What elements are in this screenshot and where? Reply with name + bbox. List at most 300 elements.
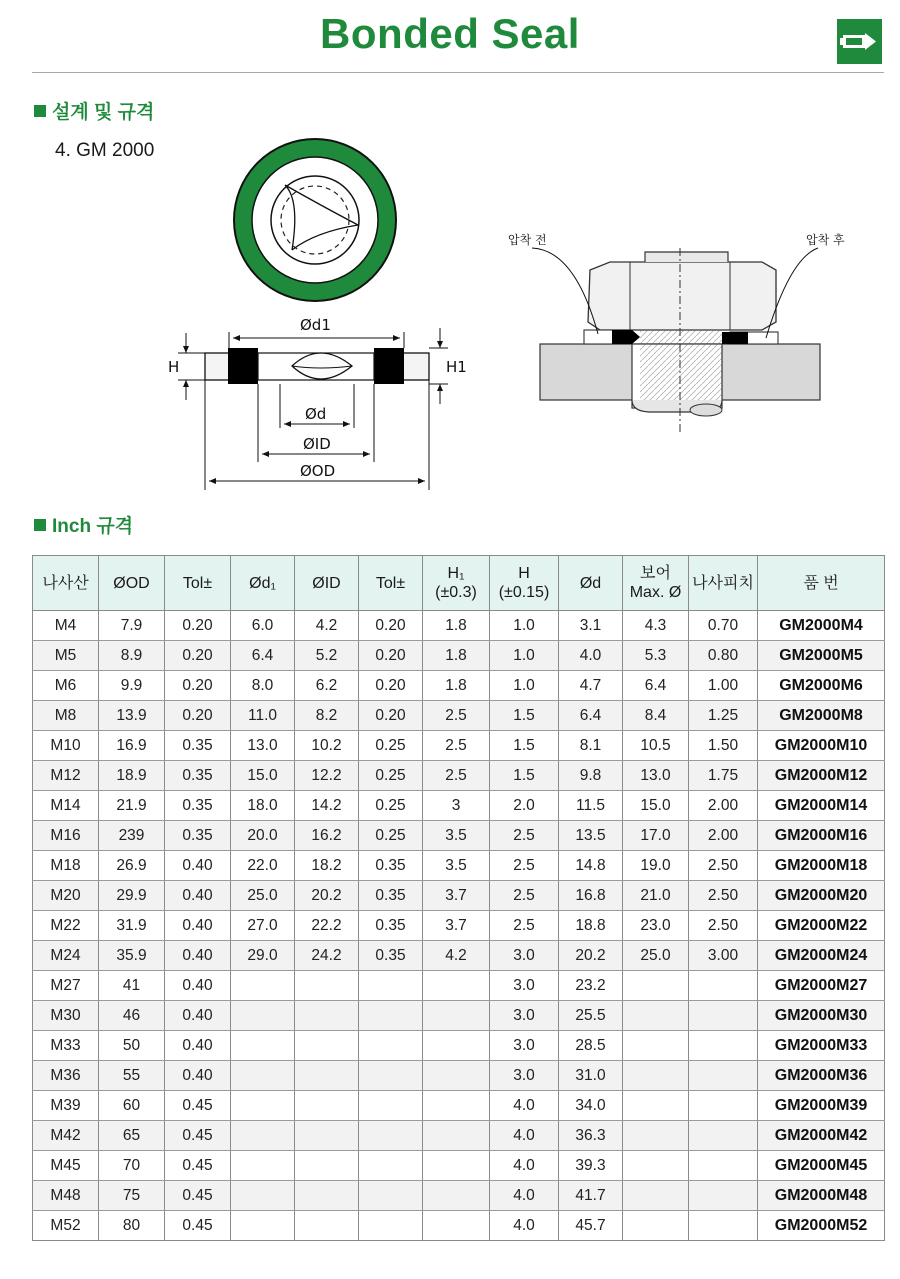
table-cell: 21.0 (623, 881, 689, 911)
table-cell: 1.25 (689, 701, 758, 731)
table-cell: 4.7 (559, 671, 623, 701)
table-cell: 13.0 (623, 761, 689, 791)
section-subtitle: 4. GM 2000 (55, 140, 155, 161)
table-cell: 3.00 (689, 941, 758, 971)
part-number-cell: GM2000M33 (758, 1031, 885, 1061)
table-cell: 3.0 (490, 971, 559, 1001)
table-row (33, 1031, 885, 1061)
table-cell (423, 1031, 490, 1061)
table-cell: M39 (33, 1091, 99, 1121)
table-cell: 31.9 (99, 911, 165, 941)
table-cell: 20.2 (559, 941, 623, 971)
table-cell: 2.50 (689, 911, 758, 941)
column-header-label: H₁ (447, 565, 465, 582)
table-cell: 65 (99, 1121, 165, 1151)
table-cell: 0.35 (359, 911, 423, 941)
table-cell: 6.2 (295, 671, 359, 701)
table-cell: 0.20 (165, 671, 231, 701)
table-row (33, 1091, 885, 1121)
table-row (33, 911, 885, 941)
column-header-label: 품 번 (803, 574, 839, 592)
table-cell: 2.5 (423, 731, 490, 761)
table-cell: 0.45 (165, 1091, 231, 1121)
table-cell: 14.2 (295, 791, 359, 821)
table-row (33, 701, 885, 731)
column-header-label: 보어 (640, 565, 671, 582)
table-cell (231, 1121, 295, 1151)
table-cell: 239 (99, 821, 165, 851)
table-cell: 0.45 (165, 1211, 231, 1241)
table-cell: 18.0 (231, 791, 295, 821)
table-cell: 8.9 (99, 641, 165, 671)
table-cell: 5.2 (295, 641, 359, 671)
page-title: Bonded Seal (320, 10, 580, 57)
table-cell (231, 1181, 295, 1211)
table-cell: 0.35 (359, 851, 423, 881)
table-cell: 60 (99, 1091, 165, 1121)
table-cell: M48 (33, 1181, 99, 1211)
table-row (33, 611, 885, 641)
table-cell: 0.80 (689, 641, 758, 671)
table-cell: 0.35 (359, 881, 423, 911)
table-cell: 0.35 (165, 821, 231, 851)
table-cell (423, 1211, 490, 1241)
table-cell: 0.40 (165, 971, 231, 1001)
table-cell: 0.40 (165, 881, 231, 911)
table-cell: 2.5 (490, 851, 559, 881)
table-cell (689, 971, 758, 1001)
table-cell: 50 (99, 1031, 165, 1061)
d-label: Ød (305, 405, 327, 423)
d1-label: Ød1 (300, 316, 331, 334)
table-cell: 7.9 (99, 611, 165, 641)
table-cell: 0.70 (689, 611, 758, 641)
table-cell: 20.2 (295, 881, 359, 911)
part-number-cell: GM2000M48 (758, 1181, 885, 1211)
table-cell: 3.5 (423, 821, 490, 851)
table-cell: 0.45 (165, 1121, 231, 1151)
table-cell: 0.40 (165, 911, 231, 941)
column-header-sublabel: (±0.15) (498, 584, 550, 601)
table-cell: 1.5 (490, 761, 559, 791)
table-cell: 1.5 (490, 701, 559, 731)
table-cell: 15.0 (623, 791, 689, 821)
table-row (33, 1121, 885, 1151)
table-cell: M33 (33, 1031, 99, 1061)
table-cell (689, 1151, 758, 1181)
table-cell: 16.8 (559, 881, 623, 911)
column-header (295, 556, 359, 611)
part-number-cell: GM2000M16 (758, 821, 885, 851)
table-cell: 27.0 (231, 911, 295, 941)
square-bullet-icon (34, 519, 46, 531)
table-cell: 29.9 (99, 881, 165, 911)
table-cell: 2.5 (490, 911, 559, 941)
table-cell: M12 (33, 761, 99, 791)
column-header (33, 556, 99, 611)
column-header-label: 나사산 (42, 574, 89, 592)
table-cell: 4.0 (490, 1121, 559, 1151)
table-cell (295, 1151, 359, 1181)
table-cell: 0.35 (165, 731, 231, 761)
table-cell: 3.7 (423, 911, 490, 941)
table-cell: M16 (33, 821, 99, 851)
column-header (623, 556, 689, 611)
table-cell (423, 1091, 490, 1121)
table-row (33, 941, 885, 971)
table-cell: 15.0 (231, 761, 295, 791)
table-cell: 3.0 (490, 1061, 559, 1091)
part-number-cell: GM2000M12 (758, 761, 885, 791)
table-cell: 4.0 (490, 1091, 559, 1121)
table-cell: 2.50 (689, 851, 758, 881)
column-header-label: Tol± (375, 574, 406, 592)
column-header (359, 556, 423, 611)
table-cell: 36.3 (559, 1121, 623, 1151)
table-cell: 25.5 (559, 1001, 623, 1031)
table-cell: 2.0 (490, 791, 559, 821)
table-cell: M20 (33, 881, 99, 911)
table-cell: 13.9 (99, 701, 165, 731)
table-cell (423, 1001, 490, 1031)
table-cell (231, 1061, 295, 1091)
table-cell: 0.20 (359, 611, 423, 641)
table-cell (231, 971, 295, 1001)
table-cell: 1.8 (423, 671, 490, 701)
table-cell: 13.5 (559, 821, 623, 851)
column-header-label: 나사피치 (692, 574, 754, 592)
table-cell: 0.45 (165, 1181, 231, 1211)
part-number-cell: GM2000M18 (758, 851, 885, 881)
table-cell: 0.25 (359, 791, 423, 821)
table-cell (359, 1181, 423, 1211)
table-cell: 4.0 (490, 1211, 559, 1241)
table-cell: M18 (33, 851, 99, 881)
table-cell: M36 (33, 1061, 99, 1091)
seal-drawing (0, 0, 900, 500)
table-cell: 46 (99, 1001, 165, 1031)
table-cell: 3 (423, 791, 490, 821)
table-cell (623, 1121, 689, 1151)
table-cell: 0.25 (359, 731, 423, 761)
table-cell: 1.0 (490, 671, 559, 701)
table-cell: 0.25 (359, 821, 423, 851)
seal-cross-section (168, 316, 467, 490)
table-cell (231, 1211, 295, 1241)
table-cell (423, 1151, 490, 1181)
table-cell: M24 (33, 941, 99, 971)
part-number-cell: GM2000M52 (758, 1211, 885, 1241)
id-label: ØID (303, 435, 331, 453)
part-number-cell: GM2000M42 (758, 1121, 885, 1151)
table-cell: 6.4 (559, 701, 623, 731)
table-cell: 6.0 (231, 611, 295, 641)
table-cell: 75 (99, 1181, 165, 1211)
table-cell: 23.0 (623, 911, 689, 941)
table-cell: 0.20 (165, 611, 231, 641)
table-cell (689, 1031, 758, 1061)
table-row (33, 641, 885, 671)
table-cell: M4 (33, 611, 99, 641)
table-cell: 0.40 (165, 851, 231, 881)
part-number-cell: GM2000M4 (758, 611, 885, 641)
table-cell (359, 1091, 423, 1121)
column-header (231, 556, 295, 611)
table-cell: 20.0 (231, 821, 295, 851)
table-cell (231, 1031, 295, 1061)
table-cell: 0.40 (165, 1001, 231, 1031)
table-cell: 22.2 (295, 911, 359, 941)
table-cell: 0.35 (165, 761, 231, 791)
part-number-cell: GM2000M6 (758, 671, 885, 701)
table-cell: 4.0 (490, 1151, 559, 1181)
table-cell: M14 (33, 791, 99, 821)
table-cell: 3.5 (423, 851, 490, 881)
table-cell: 3.0 (490, 941, 559, 971)
table-cell (359, 1031, 423, 1061)
table-cell (295, 1121, 359, 1151)
table-cell: 1.0 (490, 641, 559, 671)
table-cell (295, 1211, 359, 1241)
table-cell (689, 1181, 758, 1211)
table-cell: 12.2 (295, 761, 359, 791)
table-row (33, 1001, 885, 1031)
column-header (689, 556, 758, 611)
table-cell: 2.5 (490, 881, 559, 911)
part-number-cell: GM2000M22 (758, 911, 885, 941)
part-number-cell: GM2000M39 (758, 1091, 885, 1121)
table-cell: 23.2 (559, 971, 623, 1001)
table-cell: 11.0 (231, 701, 295, 731)
table-cell: 3.0 (490, 1031, 559, 1061)
table-cell: 34.0 (559, 1091, 623, 1121)
column-header-label: ØOD (113, 574, 150, 592)
table-cell: 0.20 (359, 701, 423, 731)
table-cell (359, 1061, 423, 1091)
part-number-cell: GM2000M27 (758, 971, 885, 1001)
column-header-sublabel: (±0.3) (435, 584, 477, 601)
table-cell: 0.40 (165, 941, 231, 971)
before-label: 압착 전 (508, 233, 547, 247)
part-number-cell: GM2000M24 (758, 941, 885, 971)
table-cell: 8.1 (559, 731, 623, 761)
table-cell: 3.1 (559, 611, 623, 641)
table-cell: 5.3 (623, 641, 689, 671)
table-cell: 80 (99, 1211, 165, 1241)
column-header-label: Ød (579, 574, 602, 592)
column-header-label: H (518, 565, 530, 582)
table-cell: 41 (99, 971, 165, 1001)
table-cell: 17.0 (623, 821, 689, 851)
table-header-row (33, 556, 885, 611)
table-cell (359, 1121, 423, 1151)
table-cell (623, 1031, 689, 1061)
table-cell: M10 (33, 731, 99, 761)
table-cell: 10.5 (623, 731, 689, 761)
table-cell: 2.00 (689, 791, 758, 821)
table-cell: 2.50 (689, 881, 758, 911)
column-header (490, 556, 559, 611)
table-cell: 1.0 (490, 611, 559, 641)
table-cell (295, 1091, 359, 1121)
table-cell (295, 1001, 359, 1031)
table-cell (689, 1121, 758, 1151)
table-row (33, 1181, 885, 1211)
table-cell: 1.50 (689, 731, 758, 761)
table-cell: M6 (33, 671, 99, 701)
table-row (33, 671, 885, 701)
part-number-cell: GM2000M36 (758, 1061, 885, 1091)
part-number-cell: GM2000M45 (758, 1151, 885, 1181)
table-cell: 0.35 (165, 791, 231, 821)
table-cell: 16.9 (99, 731, 165, 761)
part-number-cell: GM2000M30 (758, 1001, 885, 1031)
table-cell: 0.20 (359, 641, 423, 671)
table-cell: 25.0 (231, 881, 295, 911)
table-cell: M52 (33, 1211, 99, 1241)
table-cell (295, 1031, 359, 1061)
table-cell (359, 971, 423, 1001)
table-cell: M5 (33, 641, 99, 671)
table-row (33, 1061, 885, 1091)
table-cell: 3.0 (490, 1001, 559, 1031)
table-cell: 19.0 (623, 851, 689, 881)
column-header (99, 556, 165, 611)
table-cell: M8 (33, 701, 99, 731)
table-cell: 24.2 (295, 941, 359, 971)
table-cell (423, 1121, 490, 1151)
part-number-cell: GM2000M20 (758, 881, 885, 911)
spec-table (32, 555, 885, 1241)
column-header (559, 556, 623, 611)
table-cell: 0.20 (165, 641, 231, 671)
table-cell: 4.0 (559, 641, 623, 671)
table-cell: 14.8 (559, 851, 623, 881)
h-label: H (168, 358, 180, 376)
part-number-cell: GM2000M14 (758, 791, 885, 821)
table-cell: 0.35 (359, 941, 423, 971)
table-cell: 45.7 (559, 1211, 623, 1241)
table-cell: 21.9 (99, 791, 165, 821)
table-cell: 8.2 (295, 701, 359, 731)
table-cell: 9.9 (99, 671, 165, 701)
table-cell: 18.9 (99, 761, 165, 791)
table-cell: 4.3 (623, 611, 689, 641)
part-number-cell: GM2000M5 (758, 641, 885, 671)
part-number-cell: GM2000M8 (758, 701, 885, 731)
table-cell: 0.40 (165, 1031, 231, 1061)
table-cell: 39.3 (559, 1151, 623, 1181)
table-cell: 35.9 (99, 941, 165, 971)
table-row (33, 731, 885, 761)
table-cell: 41.7 (559, 1181, 623, 1211)
table-cell (689, 1211, 758, 1241)
table-cell: 0.20 (165, 701, 231, 731)
table-cell: 8.4 (623, 701, 689, 731)
table-cell: 8.0 (231, 671, 295, 701)
table-cell: 4.2 (295, 611, 359, 641)
table-cell (623, 1211, 689, 1241)
table-cell: 1.8 (423, 611, 490, 641)
od-label: ØOD (300, 462, 336, 480)
table-cell: 26.9 (99, 851, 165, 881)
table-cell: M45 (33, 1151, 99, 1181)
table-row (33, 851, 885, 881)
table-cell: 31.0 (559, 1061, 623, 1091)
table-row (33, 971, 885, 1001)
table-cell (359, 1211, 423, 1241)
table-cell: 4.2 (423, 941, 490, 971)
table-cell: 13.0 (231, 731, 295, 761)
column-header (165, 556, 231, 611)
table-cell (295, 1061, 359, 1091)
column-header-label: Ød₁ (249, 574, 276, 592)
table-cell (689, 1001, 758, 1031)
table-cell (623, 971, 689, 1001)
table-cell: 1.5 (490, 731, 559, 761)
table-cell: 28.5 (559, 1031, 623, 1061)
column-header (758, 556, 885, 611)
table-cell (689, 1091, 758, 1121)
table-cell: 16.2 (295, 821, 359, 851)
table-cell: 2.5 (490, 821, 559, 851)
table-cell: 22.0 (231, 851, 295, 881)
table-row (33, 761, 885, 791)
table-row (33, 1211, 885, 1241)
table-cell: 18.2 (295, 851, 359, 881)
table-cell (231, 1001, 295, 1031)
h1-label: H1 (446, 358, 467, 376)
table-cell (623, 1061, 689, 1091)
table-cell: 0.20 (359, 671, 423, 701)
table-cell (423, 1061, 490, 1091)
after-label: 압착 후 (806, 233, 845, 247)
table-cell (231, 1091, 295, 1121)
table-cell: M27 (33, 971, 99, 1001)
table-cell: 1.75 (689, 761, 758, 791)
table-cell: 55 (99, 1061, 165, 1091)
table-cell (359, 1151, 423, 1181)
table-cell: 2.5 (423, 761, 490, 791)
part-number-cell: GM2000M10 (758, 731, 885, 761)
table-cell: M42 (33, 1121, 99, 1151)
table-cell: 18.8 (559, 911, 623, 941)
table-cell: 1.00 (689, 671, 758, 701)
table-cell (623, 1091, 689, 1121)
table-cell: 0.40 (165, 1061, 231, 1091)
table-cell: 3.7 (423, 881, 490, 911)
table-row (33, 791, 885, 821)
seal-top-view (234, 139, 396, 301)
table-cell: 11.5 (559, 791, 623, 821)
table-body (33, 611, 885, 1241)
table-cell: 1.8 (423, 641, 490, 671)
table-cell (231, 1151, 295, 1181)
table-cell: 6.4 (623, 671, 689, 701)
column-header (423, 556, 490, 611)
table-cell: 0.45 (165, 1151, 231, 1181)
inch-section-heading: Inch 규격 (34, 511, 133, 538)
table-cell (423, 1181, 490, 1211)
table-cell: 25.0 (623, 941, 689, 971)
table-cell: 29.0 (231, 941, 295, 971)
table-cell: 9.8 (559, 761, 623, 791)
table-cell (359, 1001, 423, 1031)
table-cell (295, 971, 359, 1001)
table-cell (295, 1181, 359, 1211)
table-cell: 2.00 (689, 821, 758, 851)
column-header-sublabel: Max. Ø (629, 584, 682, 601)
